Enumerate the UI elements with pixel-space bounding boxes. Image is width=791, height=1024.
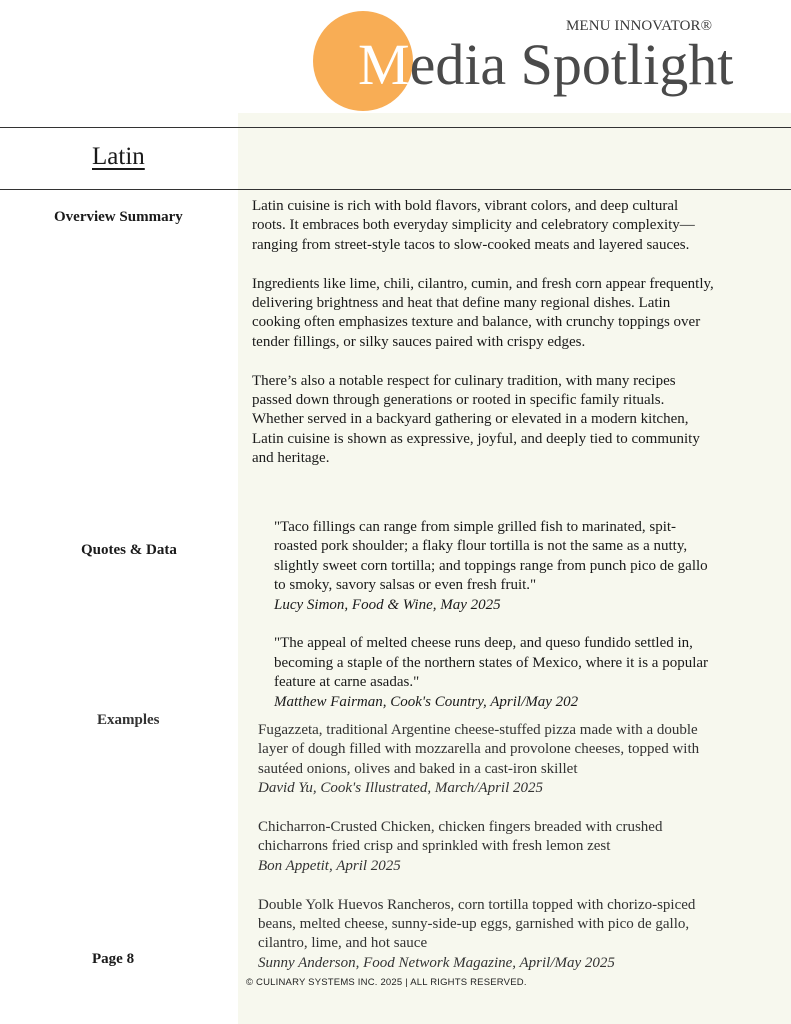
- example-source: David Yu, Cook's Illustrated, March/April 2025: [258, 780, 544, 797]
- section-title: Latin: [92, 143, 145, 170]
- brand-label: MENU INNOVATOR®: [566, 18, 713, 34]
- quote-source: Lucy Simon, Food & Wine, May 2025: [274, 596, 501, 613]
- examples-label: Examples: [97, 712, 160, 728]
- example-item: [258, 818, 718, 876]
- overview-paragraph: There’s also a notable respect for culinary tradition, with many recipes passed down through generations or rooted in specific family rituals. Whether served in a backyard gathering or elevated in a modern kitchen, Latin cuisine is shown as expressive, joyful, and deeply tied to community and heritage.: [252, 372, 700, 467]
- quotes-list: [274, 518, 714, 731]
- quotes-label: Quotes & Data: [81, 542, 177, 558]
- quote-source: Matthew Fairman, Cook's Country, April/May 202: [274, 693, 579, 710]
- page-number: Page 8: [92, 951, 135, 967]
- quote-item: [274, 634, 714, 712]
- example-text: Chicharron-Crusted Chicken, chicken fingers breaded with crushed chicharrons fried crisp and sprinkled with fresh lemon zest: [258, 819, 663, 855]
- header-top-rule: [0, 127, 791, 128]
- overview-label: Overview Summary: [54, 209, 183, 225]
- header-bottom-rule: [0, 189, 791, 190]
- example-item: [258, 896, 718, 974]
- copyright-footer: © CULINARY SYSTEMS INC. 2025 | ALL RIGHTS RESERVED.: [246, 977, 527, 988]
- example-text: Fugazzeta, traditional Argentine cheese-stuffed pizza made with a double layer of dough filled with mozzarella and provolone cheeses, topped with sautéed onions, olives and baked in a cast-iron skillet: [258, 722, 700, 777]
- examples-list: [258, 721, 718, 993]
- example-text: Double Yolk Huevos Rancheros, corn tortilla topped with chorizo-spiced beans, melted cheese, sunny-side-up eggs, garnished with pico de gallo, cilantro, lime, and hot sauce: [258, 896, 696, 952]
- quote-item: [274, 518, 714, 615]
- example-source: Sunny Anderson, Food Network Magazine, April/May 2025: [258, 954, 615, 971]
- overview-paragraph: Latin cuisine is rich with bold flavors, vibrant colors, and deep cultural roots. It embraces both everyday simplicity and celebratory complexity—ranging from street-style tacos to slow-cooked meats and layered sauces.: [252, 198, 695, 253]
- page-title: [358, 25, 733, 105]
- quote-text: "Taco fillings can range from simple grilled fish to marinated, spit-roasted pork shoulder; a flaky flour tortilla is not the same as a nutty, slightly sweet corn tortilla; and toppings range from punch pico de gallo to smoky, savory salsas or even fresh fruit.": [274, 519, 708, 594]
- example-source: Bon Appetit, April 2025: [258, 857, 401, 874]
- page-title-initial: M: [358, 32, 410, 97]
- overview-summary: [252, 197, 714, 488]
- quote-text: "The appeal of melted cheese runs deep, and queso fundido settled in, becoming a staple of the northern states of Mexico, where it is a popular feature at carne asadas.": [274, 635, 709, 691]
- example-item: [258, 721, 718, 799]
- overview-paragraph: Ingredients like lime, chili, cilantro, cumin, and fresh corn appear frequently, delivering brightness and heat that define many regional dishes. Latin cooking often emphasizes texture and balance, with crunchy toppings over tender fillings, or silky sauces paired with crispy edges.: [252, 275, 714, 350]
- page-title-rest: edia Spotlight: [409, 32, 734, 97]
